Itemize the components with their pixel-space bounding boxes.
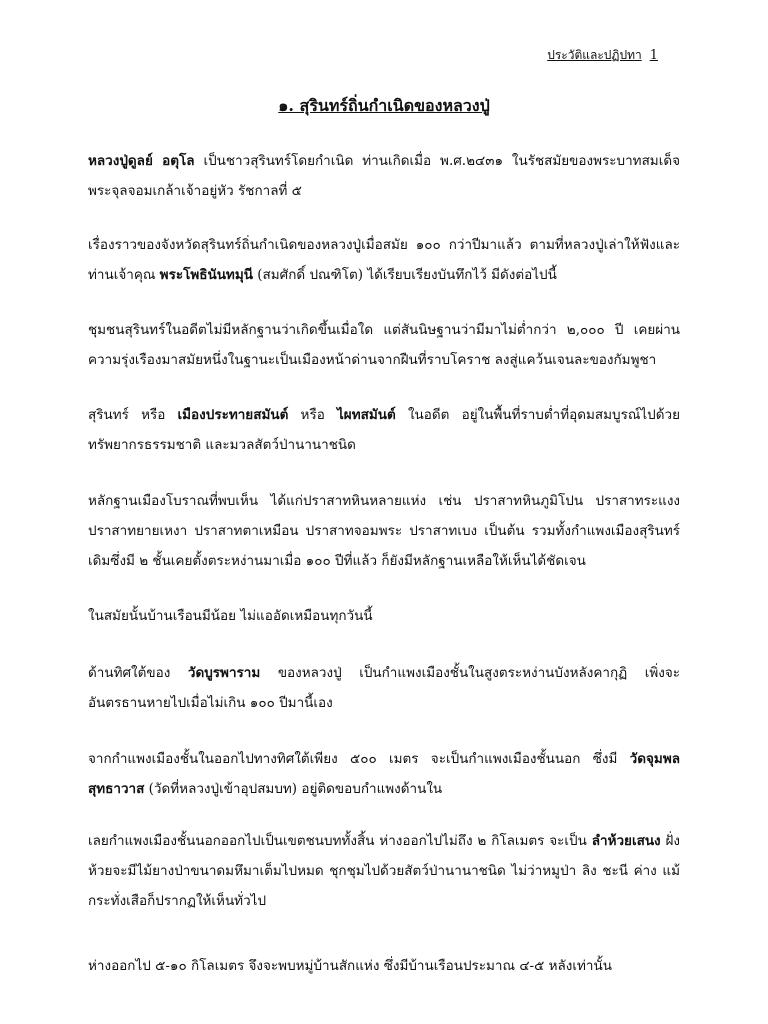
- text-span: ด้านทิศใต้ของ: [88, 665, 188, 681]
- bold-text: หลวงปู่ดูลย์ อตุโล: [88, 153, 195, 169]
- text-span: เลยกำแพงเมืองชั้นนอกออกไปเป็นเขตชนบททั้งสิ้น ห่างออกไปไม่ถึง ๒ กิโลเมตร จะเป็น: [88, 833, 592, 849]
- chapter-title: ๑. สุรินทร์ถิ่นกำเนิดของหลวงปู่: [278, 96, 490, 115]
- text-span: ห่างออกไป ๕-๑๐ กิโลเมตร จึงจะพบหมู่บ้านสักแห่ง ซึ่งมีบ้านเรือนประมาณ ๔-๕ หลังเท่านั้น: [88, 958, 612, 974]
- text-span: (วัดที่หลวงปู่เข้าอุปสมบท) อยู่ติดขอบกำแพงด้านใน: [144, 781, 443, 797]
- paragraph: [88, 400, 680, 460]
- paragraph: [88, 951, 680, 981]
- bold-text: วัดบูรพาราม: [187, 665, 261, 681]
- paragraph: [88, 230, 680, 290]
- text-span: จากกำแพงเมืองชั้นในออกไปทางทิศใต้เพียง ๕๐๐ เมตร จะเป็นกำแพงเมืองชั้นนอก ซึ่งมี: [88, 751, 630, 767]
- paragraph: [88, 826, 680, 916]
- text-span: ในอดีต อยู่ในพื้นที่ราบต่ำที่อุดมสมบูรณ์ไปด้วยทรัพยากรธรรมชาติ และมวลสัตว์ป่านานาชนิด: [88, 407, 680, 453]
- bold-text: ไผทสมันต์: [337, 407, 396, 423]
- paragraph: [88, 744, 680, 804]
- paragraph: [88, 315, 680, 375]
- text-span: ฝั่งห้วยจะมีไม้ยางป่าขนาดมหึมาเต็มไปหมด ชุกชุมไปด้วยสัตว์ป่านานาชนิด ไม่ว่าหมูป่า ลิง ชะนี ค่าง แม้กระทั่งเสือก็ปรากฏให้เห็นทั่วไป: [88, 833, 680, 909]
- bold-text: เมืองประทายสมันต์: [177, 407, 289, 423]
- paragraph: [88, 601, 680, 631]
- paragraph: [88, 658, 680, 718]
- paragraph: [88, 146, 680, 206]
- text-span: ของหลวงปู่ เป็นกำแพงเมืองชั้นในสูงตระหง่านบังหลังคากุฏิ เพิ่งจะอันตรธานหายไปเมื่อไม่เกิน ๑๐๐ ปีมานี้เอง: [88, 665, 680, 711]
- text-span: เป็นชาวสุรินทร์โดยกำเนิด ท่านเกิดเมื่อ พ.ศ.๒๔๓๑ ในรัชสมัยของพระบาทสมเด็จพระจุลจอมเกล้าเจ้าอยู่หัว รัชกาลที่ ๕: [88, 153, 680, 199]
- text-span: ในสมัยนั้นบ้านเรือนมีน้อย ไม่แออัดเหมือนทุกวันนี้: [88, 608, 373, 624]
- page-number: 1: [649, 48, 658, 63]
- text-span: สุรินทร์ หรือ: [88, 407, 178, 423]
- bold-text: ลำห้วยเสนง: [591, 833, 661, 849]
- text-span: (สมศักดิ์ ปณฑิโต) ได้เรียบเรียงบันทึกไว้ มีดังต่อไปนี้: [252, 267, 557, 283]
- text-span: หลักฐานเมืองโบราณที่พบเห็น ได้แก่ปราสาทหินหลายแห่ง เช่น ปราสาทหินภูมิโปน ปราสาทระแงง ปราสาทยายเหงา ปราสาทตาเหมือน ปราสาทจอมพระ ปราสาทเบง เป็นต้น รวมทั้งกำแพงเมืองสุรินทร์เดิมซึ่งมี ๒ ชั้นเคยตั้งตระหง่านมาเมื่อ ๑๐๐ ปีที่แล้ว ก็ยังมีหลักฐานเหลือให้เห็นได้ชัดเจน: [88, 493, 680, 569]
- bold-text: วัดจุมพลสุทธาวาส: [88, 751, 680, 797]
- text-span: หรือ: [288, 407, 338, 423]
- paragraph: [88, 486, 680, 576]
- bold-text: พระโพธินันทมุนี: [159, 267, 253, 283]
- header-label: ประวัติและปฏิปทา: [547, 48, 642, 62]
- text-span: ชุมชนสุรินทร์ในอดีตไม่มีหลักฐานว่าเกิดขึ้นเมื่อใด แต่สันนิษฐานว่ามีมาไม่ต่ำกว่า ๒,๐๐๐ ปี เคยผ่านความรุ่งเรืองมาสมัยหนึ่งในฐานะเป็นเมืองหน้าด่านจากฝืนที่ราบโคราช ลงสู่แคว้นเจนละของกัมพูชา: [88, 322, 680, 368]
- page-header: [547, 46, 658, 65]
- text-span: เรื่องราวของจังหวัดสุรินทร์ถิ่นกำเนิดของหลวงปู่เมื่อสมัย ๑๐๐ กว่าปีมาแล้ว ตามที่หลวงปู่เล่าให้ฟังและท่านเจ้าคุณ: [88, 237, 680, 283]
